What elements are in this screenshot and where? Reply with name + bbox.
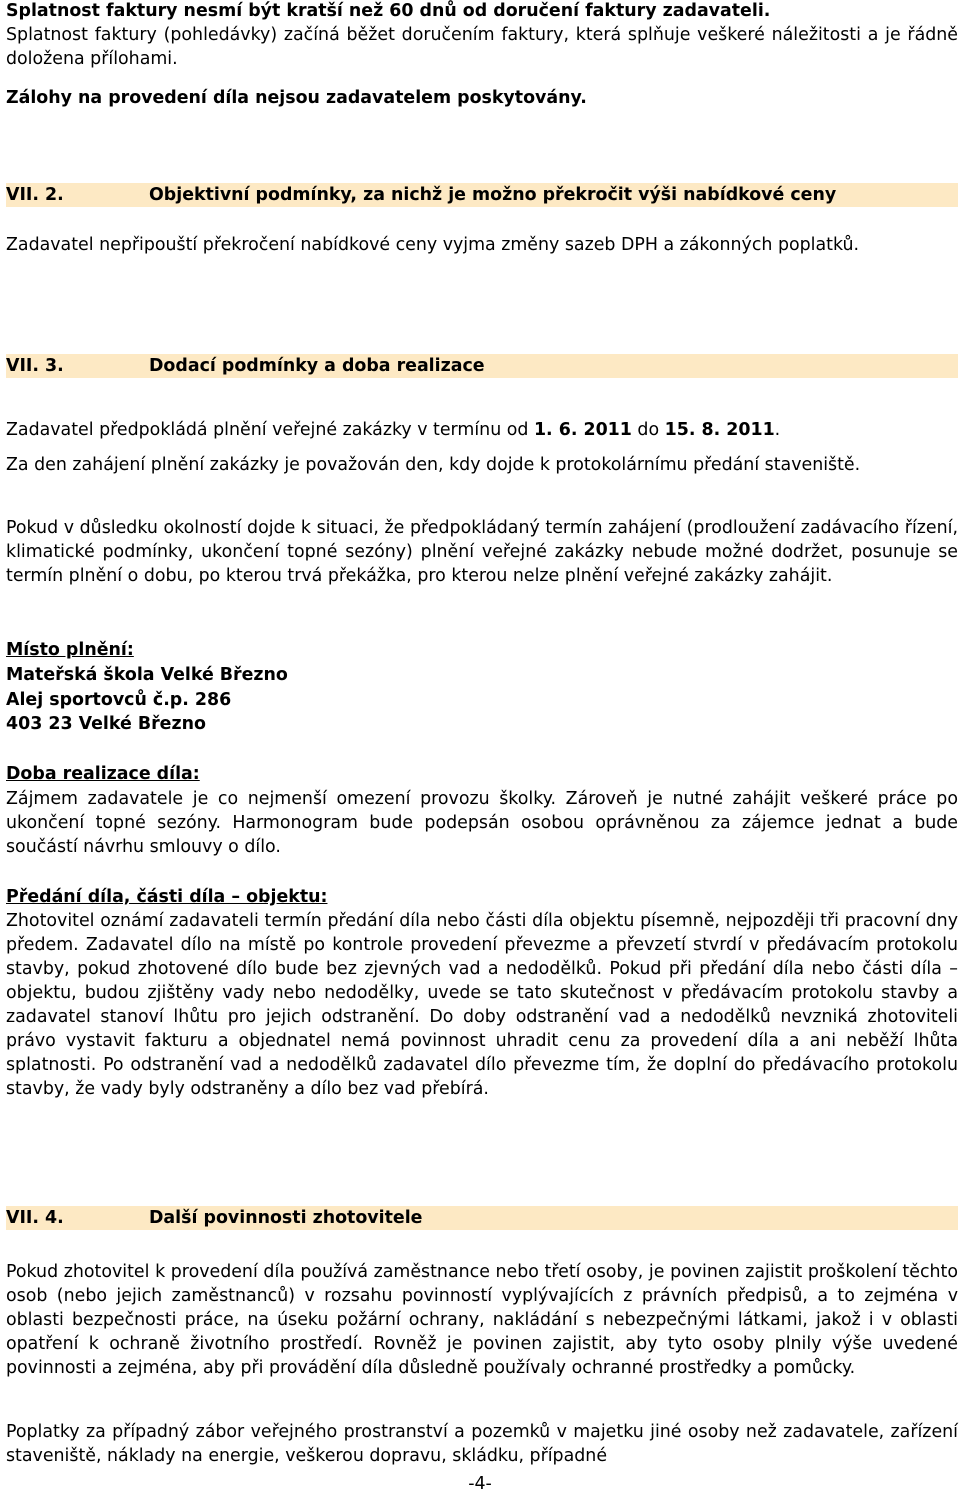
payment-due-bold: Splatnost faktury nesmí být kratší než 60 dnů od doručení faktury zadavateli.	[6, 1, 771, 21]
section-title: Dodací podmínky a doba realizace	[149, 356, 485, 376]
section-number: VII. 2.	[6, 185, 64, 205]
section-heading-vii-3	[6, 354, 958, 378]
place-heading: Místo plnění:	[6, 640, 134, 660]
term-prefix: Zadavatel předpokládá plnění veřejné zakázky v termínu od	[6, 420, 534, 440]
term-from-date: 1. 6. 2011	[533, 420, 632, 440]
fees-text: Poplatky za případný zábor veřejného prostranství a pozemků v majetku jiné osoby než zadavatele, zařízení staveniště, náklady na energie, veškerou dopravu, skládku, případné	[6, 1422, 958, 1466]
term-suffix: .	[774, 420, 781, 440]
section-heading-vii-2	[6, 183, 958, 207]
start-definition-text: Za den zahájení plnění zakázky je považován den, kdy dojde k protokolárnímu předání staveniště.	[6, 455, 861, 475]
handover-heading: Předání díla, části díla – objektu:	[6, 887, 328, 907]
section-title: Další povinnosti zhotovitele	[149, 1208, 423, 1228]
duration-text: Zájmem zadavatele je co nejmenší omezení provozu školky. Zároveň je nutné zahájit veškeré práce po ukončení topné sezóny. Harmonogram bude podepsán osobou oprávněnou za zájemce jednat a bude součástí návrhu smlouvy o dílo.	[6, 789, 958, 857]
page-number: -4-	[468, 1474, 492, 1494]
delay-text: Pokud v důsledku okolností dojde k situaci, že předpokládaný termín zahájení (prodloužení zadávacího řízení, klimatické podmínky, ukončení topné sezóny) plnění veřejné zakázky nebude možné dodržet, posunuje se termín plnění o dobu, po kterou trvá překážka, pro kterou nelze plnění veřejné zakázky zahájit.	[6, 518, 958, 586]
section-heading-vii-4	[6, 1206, 958, 1230]
term-sentence	[6, 418, 780, 442]
section-title: Objektivní podmínky, za nichž je možno překročit výši nabídkové ceny	[149, 185, 837, 205]
section-number: VII. 4.	[6, 1208, 64, 1228]
advance-payment-note: Zálohy na provedení díla nejsou zadavatelem poskytovány.	[6, 88, 587, 108]
term-mid: do	[631, 420, 665, 440]
handover-text: Zhotovitel oznámí zadavateli termín předání díla nebo části díla objektu písemně, nejpozději tři pracovní dny předem. Zadavatel dílo na místě po kontrole provedení převezme a převzetí stvrdí v předávacím protokolu stavby, pokud zhotovené dílo bude bez zjevných vad a nedodělků. Pokud při předání díla nebo části díla – objektu, budou zjištěny vady nebo nedodělky, uvede se tato skutečnost v předávacím protokolu stavby a zadavatel stanoví lhůtu pro jejich odstranění. Do doby odstranění vad a nedodělků nevzniká zhotoviteli právo vystavit fakturu a objednatel nemá povinnost uhradit cenu za provedení díla a ani neběží lhůta splatnosti. Po odstranění vad a nedodělků zadavatel dílo převezme tím, že doplní do předávacího protokolu stavby, že vady byly odstraněny a dílo bez vad přebírá.	[6, 911, 958, 1099]
obligations-text: Pokud zhotovitel k provedení díla používá zaměstnance nebo třetí osoby, je povinen zajistit proškolení těchto osob (nebo jejich zaměstnanců) v rozsahu povinností vyplývajících z právních předpisů, a to zejména v oblasti bezpečnosti práce, na úseku požární ochrany, nakládání s nebezpečnými látkami, jakož i v oblasti opatření k ochraně životního prostředí. Rovněž je povinen zajistit, aby tyto osoby plnily výše uvedené povinnosti a zejména, aby při provádění díla důsledně používaly ochranné prostředky a pomůcky.	[6, 1262, 958, 1378]
payment-due-text: Splatnost faktury (pohledávky) začíná běžet doručením faktury, která splňuje veškeré náležitosti a je řádně doložena přílohami.	[6, 25, 958, 69]
place-name: Mateřská škola Velké Březno	[6, 665, 288, 685]
place-city: 403 23 Velké Březno	[6, 714, 206, 734]
term-to-date: 15. 8. 2011	[664, 420, 775, 440]
price-exceed-text: Zadavatel nepřipouští překročení nabídkové ceny vyjma změny sazeb DPH a zákonných poplatků.	[6, 235, 860, 255]
duration-heading: Doba realizace díla:	[6, 764, 200, 784]
place-street: Alej sportovců č.p. 286	[6, 690, 232, 710]
section-number: VII. 3.	[6, 356, 64, 376]
